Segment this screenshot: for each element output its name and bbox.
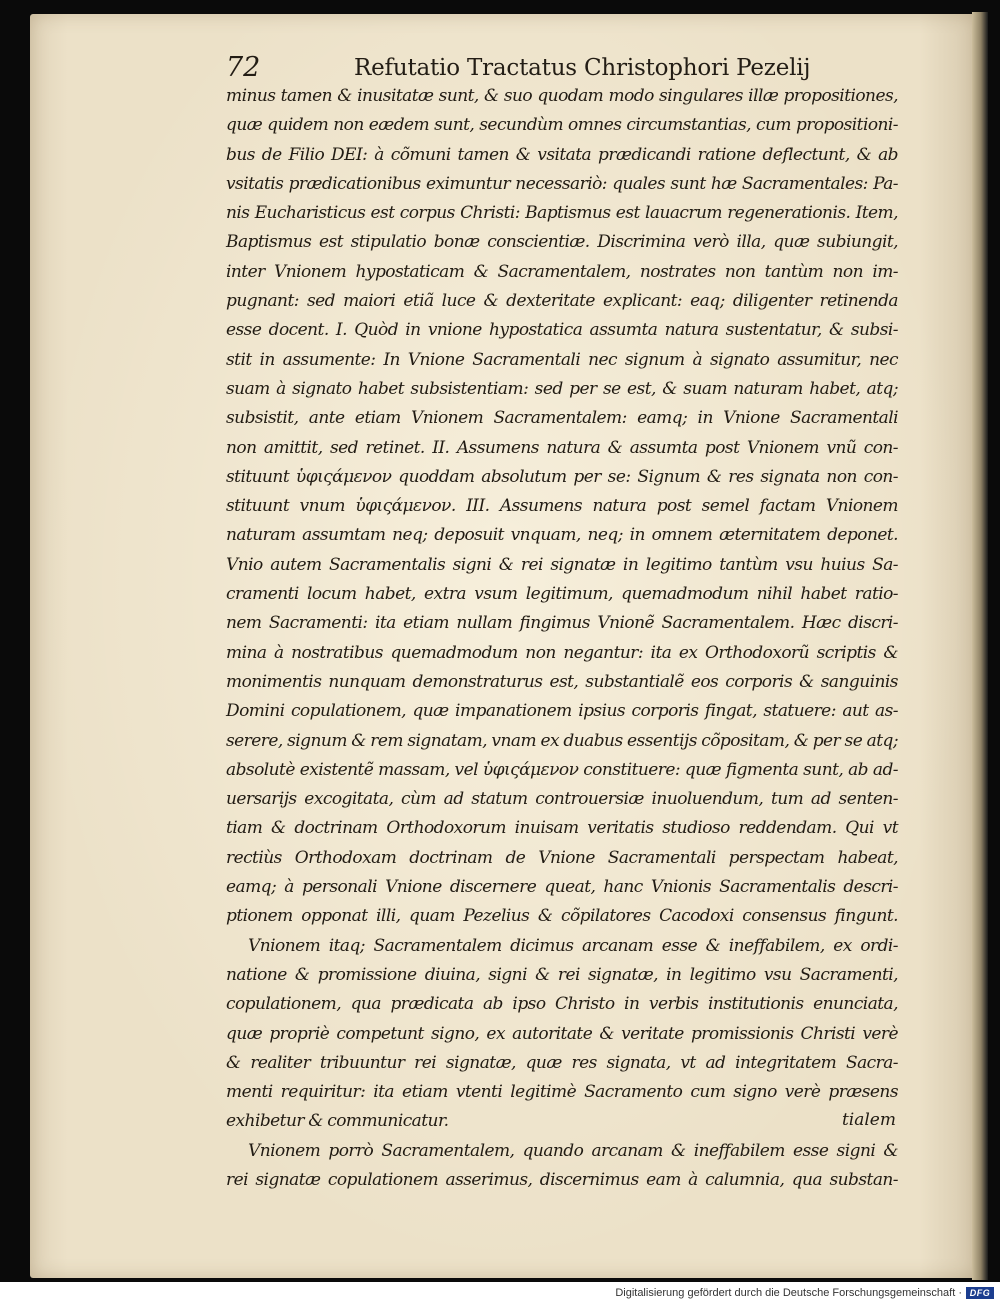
text-line: & realiter tribuuntur rei signatæ, quæ res signata, vt ad integritatem Sacra-	[226, 1052, 898, 1073]
text-line: naturam assumtam neq; deposuit vnquam, neq; in omnem æternitatem deponet.	[226, 525, 898, 546]
text-line: quæ quidem non eædem sunt, secundùm omnes circumstantias, cum propositioni-	[226, 115, 898, 136]
text-line: nis Eucharisticus est corpus Christi: Baptismus est lauacrum regenerationis. Item,	[226, 203, 898, 224]
text-line: mina à nostratibus quemadmodum non negantur: ita ex Orthodoxorũ scriptis &	[226, 642, 898, 663]
text-line: rectiùs Orthodoxam doctrinam de Vnione Sacramentali perspectam habeat,	[226, 847, 898, 868]
page-edge	[972, 12, 988, 1280]
text-line: suam à signato habet subsistentiam: sed per se est, & suam naturam habet, atq;	[226, 378, 898, 399]
text-line: ptionem opponat illi, quam Pezelius & cõpilatores Cacodoxi consensus fingunt.	[226, 906, 898, 927]
text-line: Baptismus est stipulatio bonæ conscientiæ. Discrimina verò illa, quæ subiungit,	[226, 232, 898, 253]
text-line: monimentis nunquam demonstraturus est, substantialẽ eos corporis & sanguinis	[226, 671, 898, 692]
footer-bar	[0, 1282, 1000, 1305]
page-number: 72	[226, 52, 261, 83]
text-line: quæ propriè competunt signo, ex autoritate & veritate promissionis Christi verè	[226, 1023, 898, 1044]
text-line: exhibetur & communicatur.	[226, 1111, 449, 1132]
text-line: pugnant: sed maiori etiã luce & dexteritate explicant: eaq; diligenter retinenda	[226, 291, 898, 312]
text-line: stit in assumente: In Vnione Sacramentali nec signum à signato assumitur, nec	[226, 349, 898, 370]
catchword: tialem	[841, 1110, 896, 1130]
text-line: inter Vnionem hypostaticam & Sacramentalem, nostrates non tantùm non im-	[226, 261, 898, 282]
text-line: Vnio autem Sacramentalis signi & rei signatæ in legitimo tantùm vsu huius Sa-	[226, 554, 898, 575]
text-line: stituunt ὑφιςάμενον quoddam absolutum per se: Signum & res signata non con-	[226, 466, 898, 487]
page-header	[226, 50, 811, 86]
dfg-logo-icon: DFG	[966, 1287, 994, 1299]
text-line: tiam & doctrinam Orthodoxorum inuisam veritatis studioso reddendam. Qui vt	[226, 818, 898, 839]
text-line: eamq; à personali Vnione discernere queat, hanc Vnionis Sacramentalis descri-	[226, 877, 898, 898]
text-line: natione & promissione diuina, signi & rei signatæ, in legitimo vsu Sacramenti,	[226, 964, 898, 985]
text-line: stituunt vnum ὑφιςάμενον. III. Assumens natura post semel factam Vnionem	[226, 496, 898, 517]
text-line: bus de Filio DEI: à cõmuni tamen & vsitata prædicandi ratione deflectunt, & ab	[226, 144, 898, 165]
text-line: minus tamen & inusitatæ sunt, & suo quodam modo singulares illæ propositiones,	[226, 86, 898, 106]
running-title: Refutatio Tractatus Christophori Pezelij	[354, 55, 811, 81]
text-line: uersarijs excogitata, cùm ad statum controuersiæ inuoluendum, tum ad senten-	[226, 789, 898, 810]
text-line: serere, signum & rem signatam, vnam ex duabus essentijs cõpositam, & per se atq;	[226, 730, 898, 751]
text-line: copulationem, qua prædicata ab ipso Christo in verbis institutionis enunciata,	[226, 994, 898, 1015]
text-line: non amittit, sed retinet. II. Assumens natura & assumta post Vnionem vnũ con-	[226, 437, 898, 458]
funding-notice: Digitalisierung gefördert durch die Deutsche Forschungsgemeinschaft ·	[615, 1287, 962, 1299]
text-line: Vnionem porrò Sacramentalem, quando arcanam & ineffabilem esse signi &	[248, 1140, 898, 1161]
text-line: absolutè existentẽ massam, vel ὑφιςάμενον constituere: quæ figmenta sunt, ab ad-	[226, 759, 898, 780]
text-line: esse docent. I. Quòd in vnione hypostatica assumta natura sustentatur, & subsi-	[226, 320, 898, 341]
text-line: menti requiritur: ita etiam vtenti legitimè Sacramento cum signo verè præsens	[226, 1082, 898, 1103]
body-text	[226, 82, 898, 1195]
text-line: rei signatæ copulationem asserimus, discernimus eam à calumnia, qua substan-	[226, 1169, 898, 1190]
text-line: vsitatis prædicationibus eximuntur necessariò: quales sunt hæ Sacramentales: Pa-	[226, 173, 898, 194]
text-line: cramenti locum habet, extra vsum legitimum, quemadmodum nihil habet ratio-	[226, 584, 898, 605]
text-line: Domini copulationem, quæ impanationem ipsius corporis fingat, statuere: aut as-	[226, 701, 898, 722]
text-line: subsistit, ante etiam Vnionem Sacramentalem: eamq; in Vnione Sacramentali	[226, 408, 898, 429]
text-line: nem Sacramenti: ita etiam nullam fingimus Vnionẽ Sacramentalem. Hæc discri-	[226, 613, 898, 634]
text-line: Vnionem itaq; Sacramentalem dicimus arcanam esse & ineffabilem, ex ordi-	[248, 935, 898, 956]
